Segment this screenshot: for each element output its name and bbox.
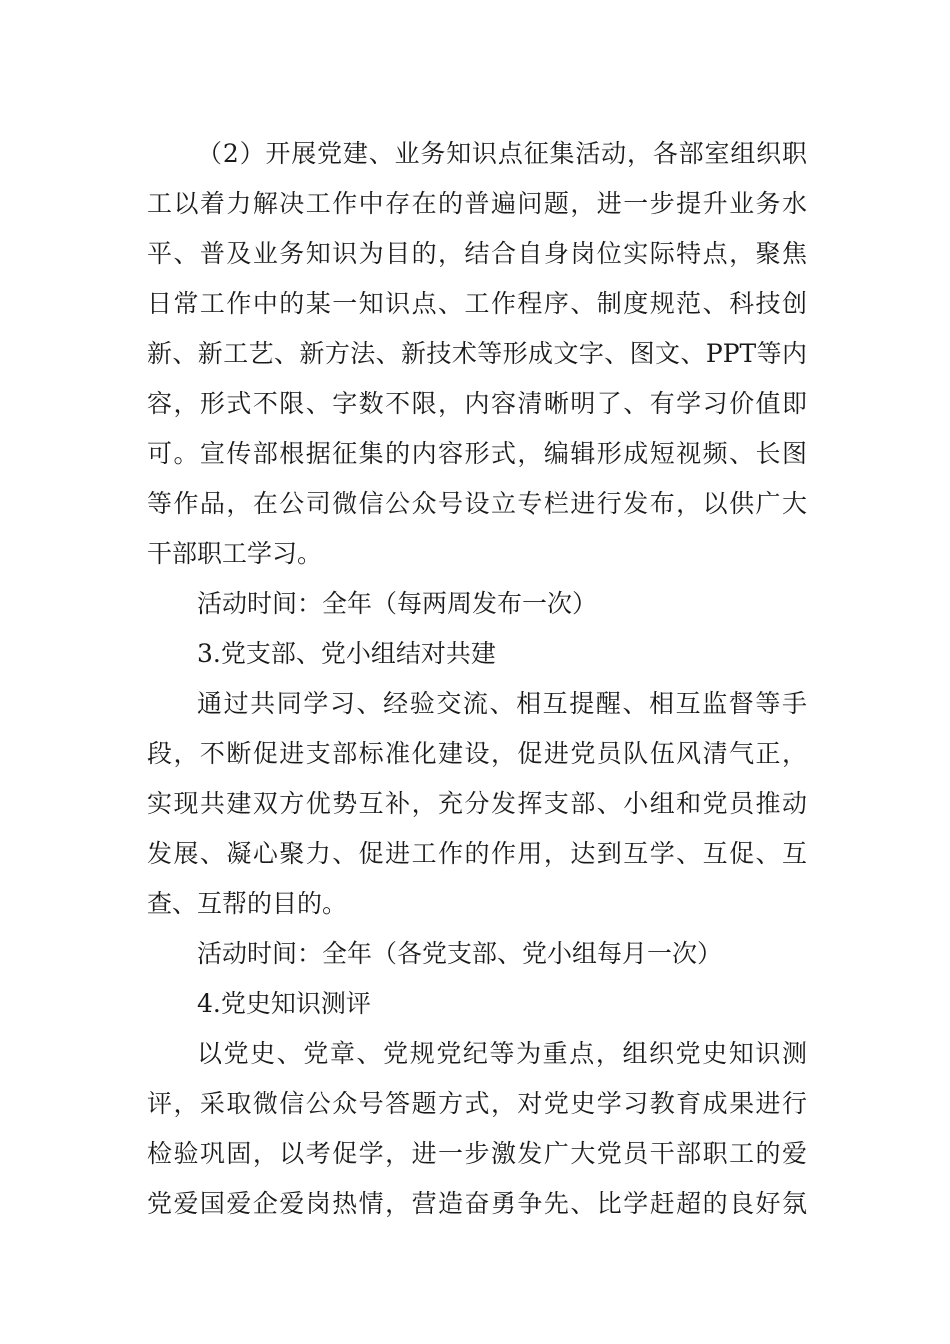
section-heading: 3.党支部、党小组结对共建 [197, 639, 496, 668]
text-line: 平、普及业务知识为目的，结合自身岗位实际特点，聚焦 [147, 239, 807, 268]
text-line: 日常工作中的某一知识点、工作程序、制度规范、科技创 [147, 289, 807, 318]
text-line: 以党史、党章、党规党纪等为重点，组织党史知识测 [197, 1039, 807, 1068]
text-line: 段，不断促进支部标准化建设，促进党员队伍风清气正， [147, 739, 807, 768]
text-line: 通过共同学习、经验交流、相互提醒、相互监督等手 [197, 689, 807, 718]
text-line: （2）开展党建、业务知识点征集活动，各部室组织职 [197, 139, 807, 168]
text-line: 查、互帮的目的。 [147, 889, 348, 918]
text-line: 等作品，在公司微信公众号设立专栏进行发布，以供广大 [147, 489, 807, 518]
text-line: 容，形式不限、字数不限，内容清晰明了、有学习价值即 [147, 389, 807, 418]
text-line: 新、新工艺、新方法、新技术等形成文字、图文、PPT等内 [147, 339, 807, 368]
text-line: 实现共建双方优势互补，充分发挥支部、小组和党员推动 [147, 789, 807, 818]
text-line: 检验巩固，以考促学，进一步激发广大党员干部职工的爱 [147, 1139, 807, 1168]
activity-time: 活动时间：全年（每两周发布一次） [197, 589, 598, 618]
text-line: 可。宣传部根据征集的内容形式，编辑形成短视频、长图 [147, 439, 807, 468]
text-line: 评，采取微信公众号答题方式，对党史学习教育成果进行 [147, 1089, 807, 1118]
text-line: 工以着力解决工作中存在的普遍问题，进一步提升业务水 [147, 189, 807, 218]
text-line: 党爱国爱企爱岗热情，营造奋勇争先、比学赶超的良好氛 [147, 1189, 807, 1218]
activity-time: 活动时间：全年（各党支部、党小组每月一次） [197, 939, 723, 968]
text-line: 干部职工学习。 [147, 539, 323, 568]
section-heading: 4.党史知识测评 [197, 989, 371, 1018]
text-line: 发展、凝心聚力、促进工作的作用，达到互学、互促、互 [147, 839, 807, 868]
